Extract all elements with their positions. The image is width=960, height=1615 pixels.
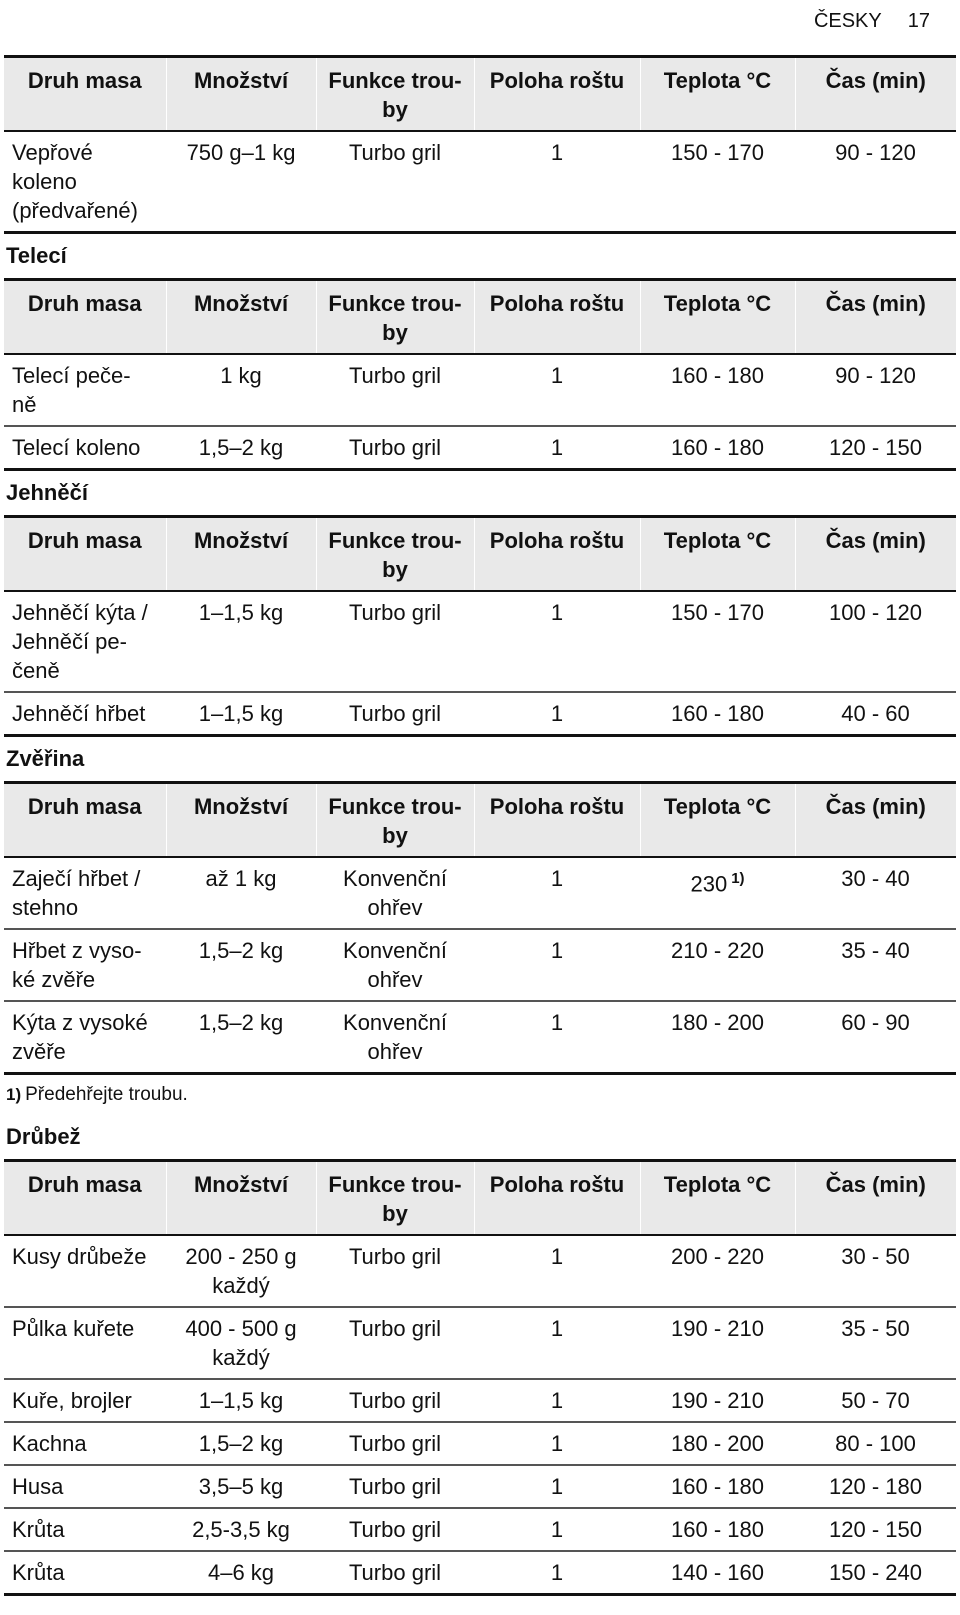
header-funkce-trouby: Funkce trou- by [316,57,474,132]
cell-text: 1 [550,1244,564,1269]
cell-text: 150 - 170 [671,140,764,165]
footnote-reference: 1) [731,870,745,887]
footnote-text: Předehřejte troubu. [25,1084,188,1105]
table-row [4,426,956,470]
header-poloha-rostu: Poloha roštu [474,57,640,132]
cell-temperature [640,857,795,929]
cell-text: až 1 kg [205,866,277,891]
cell-temperature [640,1307,795,1379]
cell-time [795,1235,956,1307]
cell-time [795,692,956,736]
cell-text: Kusy drůbeže [12,1244,147,1269]
cell-oven-function [316,929,474,1001]
cell-text: 750 g–1 kg [186,140,296,165]
cell-meat-type [4,591,166,692]
table-row [4,1508,956,1551]
cell-time [795,1551,956,1595]
cell-quantity [166,131,316,233]
table-row [4,857,956,929]
cooking-table [4,278,956,471]
cell-text: 160 - 180 [671,701,764,726]
cell-text: Telecí koleno [12,435,141,460]
cell-text: Jehněčí kýta / Jehněčí pe- čeně [12,600,148,683]
cell-temperature [640,1235,795,1307]
cell-text: 40 - 60 [841,701,910,726]
cell-time [795,1379,956,1422]
cell-temperature [640,426,795,470]
cell-text: Kuře, brojler [12,1388,132,1413]
cell-shelf-position [474,131,640,233]
cell-shelf-position [474,1001,640,1074]
header-cas: Čas (min) [825,68,926,93]
cell-meat-type [4,354,166,426]
cell-text: 50 - 70 [841,1388,910,1413]
cell-temperature [640,1551,795,1595]
cell-temperature [640,354,795,426]
cell-text: Hřbet z vyso- ké zvěře [12,938,142,992]
cell-quantity [166,1465,316,1508]
cell-oven-function [316,131,474,233]
cell-time [795,929,956,1001]
header-poloha-rostu: Poloha roštu [474,517,640,592]
cell-temperature [640,929,795,1001]
cell-text: 180 - 200 [671,1010,764,1035]
table-header-row [4,517,956,592]
header-druh-masa: Druh masa [4,1161,166,1236]
cell-text: Turbo gril [348,1474,442,1499]
cell-quantity [166,1508,316,1551]
cell-text: Půlka kuřete [12,1316,135,1341]
cooking-table [4,515,956,737]
cell-shelf-position [474,1465,640,1508]
cell-time [795,1422,956,1465]
cell-text: 1 [550,1517,564,1542]
header-druh-masa: Druh masa [4,280,166,355]
cell-oven-function [316,1551,474,1595]
cell-text: Krůta [12,1517,65,1542]
cell-shelf-position [474,354,640,426]
cell-text: 1 [550,701,564,726]
cell-oven-function [316,692,474,736]
cell-text: 1 [550,363,564,388]
table-row [4,131,956,233]
cell-text: 1–1,5 kg [198,1388,284,1413]
header-cas: Čas (min) [825,528,926,553]
table-row [4,1551,956,1595]
cell-text: 1–1,5 kg [198,701,284,726]
header-teplota: Teplota °C [640,1161,795,1236]
cell-text: Kachna [12,1431,87,1456]
cell-text: 200 - 220 [671,1244,764,1269]
cell-temperature [640,1465,795,1508]
cell-text: 4–6 kg [207,1560,275,1585]
cell-text: Turbo gril [348,435,442,460]
cell-text: 190 - 210 [671,1388,764,1413]
cell-text: 3,5–5 kg [198,1474,284,1499]
cell-shelf-position [474,929,640,1001]
table-row [4,1422,956,1465]
cell-temperature [640,1422,795,1465]
cell-quantity [166,1235,316,1307]
cell-text: 200 - 250 g každý [185,1244,297,1298]
section-title: Drůbež [6,1124,81,1149]
cell-text: 400 - 500 g každý [185,1316,297,1370]
cell-time [795,1465,956,1508]
cell-text: 1 [550,435,564,460]
footnote [4,1075,956,1115]
cell-text: 2,5-3,5 kg [192,1517,290,1542]
header-mnozstvi: Množství [166,57,316,132]
header-funkce-trouby: Funkce trou- by [316,1161,474,1236]
cell-text: 1 [550,866,564,891]
cooking-table [4,55,956,234]
cell-text: Turbo gril [348,1560,442,1585]
section-title: Telecí [6,243,67,268]
cell-oven-function [316,1379,474,1422]
cell-text: 120 - 180 [829,1474,922,1499]
cell-text: 190 - 210 [671,1316,764,1341]
cell-text: 60 - 90 [841,1010,910,1035]
cell-text: 230 [690,871,728,897]
cell-quantity [166,1551,316,1595]
cell-text: 1 [550,140,564,165]
cell-quantity [166,929,316,1001]
cell-shelf-position [474,692,640,736]
cell-text: 1,5–2 kg [198,435,284,460]
table-header-row [4,57,956,132]
header-poloha-rostu: Poloha roštu [474,783,640,858]
cell-text: 100 - 120 [829,600,922,625]
cell-temperature [640,692,795,736]
cell-quantity [166,857,316,929]
header-funkce-trouby: Funkce trou- by [316,517,474,592]
cell-text: 30 - 40 [841,866,910,891]
cell-text: Konvenční ohřev [343,938,447,992]
cell-text: 1 [550,1316,564,1341]
cell-time [795,354,956,426]
header-mnozstvi: Množství [166,280,316,355]
header-mnozstvi: Množství [166,783,316,858]
table-row [4,354,956,426]
cell-text: 160 - 180 [671,1474,764,1499]
cell-shelf-position [474,1422,640,1465]
header-druh-masa: Druh masa [4,783,166,858]
header-teplota: Teplota °C [640,517,795,592]
cell-text: Turbo gril [348,1316,442,1341]
cell-meat-type [4,1001,166,1074]
header-teplota: Teplota °C [640,57,795,132]
cell-meat-type [4,1235,166,1307]
cell-text: Konvenční ohřev [343,866,447,920]
cell-text: 150 - 240 [829,1560,922,1585]
cell-text: 1 [550,1431,564,1456]
cell-time [795,426,956,470]
cell-quantity [166,591,316,692]
cell-shelf-position [474,1508,640,1551]
cell-shelf-position [474,591,640,692]
cell-text: 80 - 100 [835,1431,916,1456]
cell-temperature [640,131,795,233]
cell-text: 120 - 150 [829,435,922,460]
cell-text: Turbo gril [348,600,442,625]
header-funkce-trouby: Funkce trou- by [316,280,474,355]
header-poloha-rostu: Poloha roštu [474,1161,640,1236]
cell-text: Konvenční ohřev [343,1010,447,1064]
cell-oven-function [316,1235,474,1307]
table-header-row [4,1161,956,1236]
cell-temperature [640,591,795,692]
cell-text: 180 - 200 [671,1431,764,1456]
cell-text: 1 [550,1560,564,1585]
header-druh-masa: Druh masa [4,517,166,592]
header-funkce-trouby: Funkce trou- by [316,783,474,858]
cooking-table [4,781,956,1075]
cell-text: Turbo gril [348,1388,442,1413]
cell-meat-type [4,131,166,233]
cell-text: 120 - 150 [829,1517,922,1542]
cell-meat-type [4,1307,166,1379]
cell-quantity [166,1379,316,1422]
cell-oven-function [316,1001,474,1074]
cell-oven-function [316,591,474,692]
cell-time [795,591,956,692]
cell-text: 90 - 120 [835,363,916,388]
cell-text: 1 [550,1474,564,1499]
header-cas: Čas (min) [825,291,926,316]
header-page-number: 17 [907,9,930,32]
cell-text: 1 [550,938,564,963]
cell-meat-type [4,1508,166,1551]
table-header-row [4,783,956,858]
cell-oven-function [316,1422,474,1465]
cell-temperature [640,1001,795,1074]
cell-temperature [640,1379,795,1422]
cell-text: Zaječí hřbet / stehno [12,866,141,920]
cell-text: Jehněčí hřbet [12,701,146,726]
cell-text: 1 [550,600,564,625]
page-header [814,6,930,36]
cell-text: Turbo gril [348,1431,442,1456]
cell-text: Turbo gril [348,140,442,165]
cell-text: Kýta z vysoké zvěře [12,1010,148,1064]
cell-time [795,1307,956,1379]
header-teplota: Teplota °C [640,280,795,355]
cell-meat-type [4,692,166,736]
cell-text: 1 [550,1010,564,1035]
cell-meat-type [4,1379,166,1422]
cell-shelf-position [474,857,640,929]
cell-text: 35 - 50 [841,1316,910,1341]
cell-quantity [166,1422,316,1465]
cell-oven-function [316,857,474,929]
cell-text: Turbo gril [348,701,442,726]
cell-text: Turbo gril [348,1517,442,1542]
cell-quantity [166,1307,316,1379]
cell-shelf-position [474,1379,640,1422]
cell-text: Turbo gril [348,363,442,388]
cooking-table [4,1159,956,1596]
header-teplota: Teplota °C [640,783,795,858]
cell-quantity [166,354,316,426]
cell-quantity [166,426,316,470]
cell-text: 160 - 180 [671,1517,764,1542]
cell-text: 1–1,5 kg [198,600,284,625]
cell-text: 210 - 220 [671,938,764,963]
cell-shelf-position [474,1307,640,1379]
table-row [4,1465,956,1508]
cell-text: Husa [12,1474,64,1499]
cell-text: 1,5–2 kg [198,1010,284,1035]
cell-text: 35 - 40 [841,938,910,963]
cell-meat-type [4,426,166,470]
cell-shelf-position [474,426,640,470]
cell-time [795,1508,956,1551]
cell-meat-type [4,929,166,1001]
header-poloha-rostu: Poloha roštu [474,280,640,355]
cell-oven-function [316,1508,474,1551]
table-row [4,1235,956,1307]
header-mnozstvi: Množství [166,1161,316,1236]
table-row [4,1001,956,1074]
cell-text: 1,5–2 kg [198,1431,284,1456]
table-row [4,692,956,736]
table-row [4,1379,956,1422]
cell-oven-function [316,1307,474,1379]
header-druh-masa: Druh masa [4,57,166,132]
table-row [4,1307,956,1379]
footnote-mark: 1) [6,1085,22,1104]
cell-text: 150 - 170 [671,600,764,625]
table-row [4,591,956,692]
document-content [4,55,956,1596]
cell-text: 160 - 180 [671,435,764,460]
cell-meat-type [4,1551,166,1595]
table-header-row [4,280,956,355]
cell-meat-type [4,1465,166,1508]
cell-text: 90 - 120 [835,140,916,165]
cell-temperature [640,1508,795,1551]
section-title: Jehněčí [6,480,88,505]
cell-quantity [166,692,316,736]
cell-quantity [166,1001,316,1074]
cell-text: 1 kg [220,363,262,388]
cell-meat-type [4,857,166,929]
cell-text: Turbo gril [348,1244,442,1269]
cell-time [795,857,956,929]
cell-time [795,131,956,233]
cell-shelf-position [474,1551,640,1595]
cell-oven-function [316,1465,474,1508]
table-row [4,929,956,1001]
cell-oven-function [316,354,474,426]
cell-text: 140 - 160 [671,1560,764,1585]
cell-text: 160 - 180 [671,363,764,388]
cell-shelf-position [474,1235,640,1307]
cell-text: Krůta [12,1560,65,1585]
cell-text: 1 [550,1388,564,1413]
cell-meat-type [4,1422,166,1465]
header-mnozstvi: Množství [166,517,316,592]
cell-text: Telecí peče- ně [12,363,131,417]
header-cas: Čas (min) [825,794,926,819]
cell-oven-function [316,426,474,470]
section-title: Zvěřina [6,746,85,771]
cell-time [795,1001,956,1074]
cell-text: 30 - 50 [841,1244,910,1269]
cell-text: Vepřové koleno (předvařené) [12,140,138,223]
header-language: ČESKY [813,9,882,32]
cell-text: 1,5–2 kg [198,938,284,963]
header-cas: Čas (min) [825,1172,926,1197]
